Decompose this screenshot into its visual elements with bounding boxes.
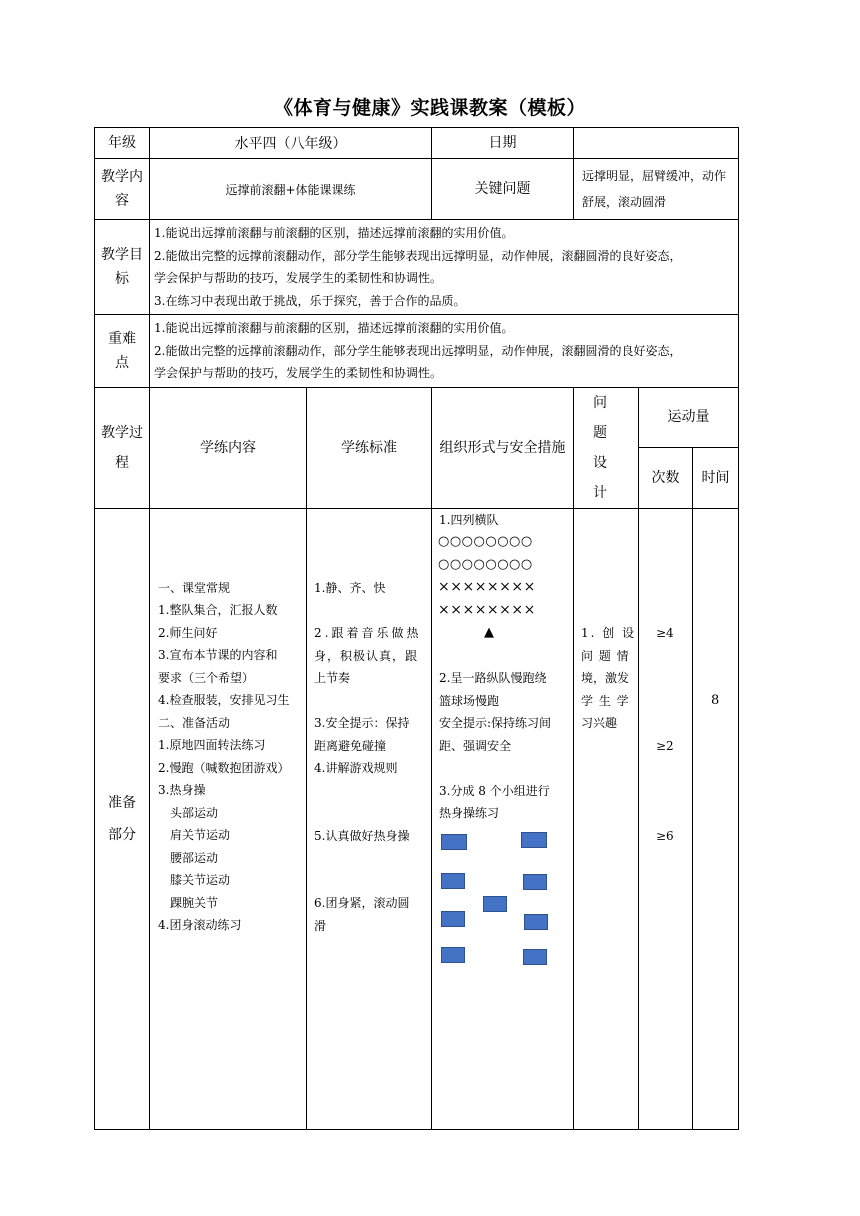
prep-content-list — [158, 577, 289, 937]
teacher-marker-icon: ▲ — [484, 624, 494, 640]
content-line: 要求（三个希望） — [158, 670, 255, 685]
org-step2-line: 篮球场慢跑 — [439, 693, 500, 708]
key-problem-label: 关键问题 — [432, 159, 574, 220]
question-col-header: 问题设计 — [574, 387, 639, 508]
load-col-header: 运动量 — [639, 387, 739, 448]
content-line: 腰部运动 — [170, 850, 219, 865]
group-square-icon — [441, 911, 465, 927]
process-header-row — [95, 387, 739, 448]
prep-question-cell — [574, 508, 639, 1129]
content-line: 踝腕关节 — [170, 895, 219, 910]
goal-line: 2.能做出完整的远撑前滚翻动作，部分学生能够表现出远撑明显，动作伸展，滚翻圆滑的良好姿态， — [154, 248, 682, 263]
content-line: 膝关节运动 — [170, 873, 231, 887]
goals-row — [95, 220, 739, 315]
org-step1: 1.四列横队 — [439, 512, 499, 527]
standard-line: 上节奏 — [314, 670, 351, 685]
prep-org-cell — [432, 508, 574, 1129]
org-step2-line: 距、强调安全 — [439, 738, 512, 753]
content-line: 1.原地四面转法练习 — [158, 738, 266, 752]
keypoints-label: 重难点 — [95, 315, 150, 388]
key-problem-value: 远撑明显，屈臂缓冲，动作舒展，滚动圆滑 — [574, 159, 739, 220]
content-col-header: 学练内容 — [150, 387, 307, 508]
content-line: 3.宣布本节课的内容和 — [158, 648, 278, 662]
prep-time-cell — [693, 508, 739, 1129]
question-line: 境，激发 — [581, 670, 630, 685]
goal-line: 学会保护与帮助的技巧，发展学生的柔韧性和协调性。 — [154, 271, 443, 285]
org-step2-line: 2.呈一路纵队慢跑绕 — [439, 670, 547, 685]
standard-line: 4.讲解游戏规则 — [314, 760, 398, 775]
content-line: 二、准备活动 — [158, 715, 231, 730]
content-row — [95, 159, 739, 220]
standard-line: 6.团身紧，滚动圆 — [314, 895, 410, 910]
formation-row-crosses: ×××××××× — [438, 578, 536, 595]
content-line: 3.热身操 — [158, 783, 206, 797]
group-square-icon — [441, 947, 465, 963]
content-line: 2.师生问好 — [158, 625, 218, 640]
org-step2-line: 安全提示:保持练习间 — [439, 715, 552, 730]
standard-line: 3.安全提示：保持 — [314, 715, 410, 730]
grade-label: 年级 — [95, 128, 150, 159]
process-label: 教学过程 — [95, 387, 150, 508]
org-col-header: 组织形式与安全措施 — [432, 387, 574, 508]
date-value[interactable] — [574, 128, 739, 159]
goal-line: 1.能说出远撑前滚翻与前滚翻的区别，描述远撑前滚翻的实用价值。 — [154, 226, 514, 240]
keypoint-line: 2.能做出完整的远撑前滚翻动作，部分学生能够表现出远撑明显，动作伸展，滚翻圆滑的良好姿态， — [154, 343, 682, 358]
page-title: 《体育与健康》实践课教案（模板） — [273, 97, 586, 119]
content-label: 教学内容 — [95, 159, 150, 220]
group-square-icon — [523, 874, 547, 890]
goals-label: 教学目标 — [95, 220, 150, 315]
content-line: 1.整队集合，汇报人数 — [158, 603, 278, 617]
group-square-icon — [521, 832, 547, 848]
prep-count-cell — [639, 508, 693, 1129]
standard-line: 身，积极认真，跟 — [314, 648, 419, 663]
question-line: 习兴趣 — [581, 715, 618, 730]
content-line: 肩关节运动 — [170, 828, 231, 842]
standard-line: 5.认真做好热身操 — [314, 828, 410, 843]
content-line: 4.团身滚动练习 — [158, 918, 242, 932]
content-line: 2.慢跑（喊数抱团游戏） — [158, 760, 290, 775]
prep-content-cell — [150, 508, 307, 1129]
group-square-icon — [524, 914, 548, 930]
standard-line: 距离避免碰撞 — [314, 738, 387, 753]
group-square-icon — [523, 949, 547, 965]
question-line: 1. 创 设 — [581, 625, 637, 640]
count-value: ≥6 — [656, 828, 674, 843]
goals-content — [150, 220, 739, 315]
keypoints-row — [95, 315, 739, 388]
grade-value: 水平四（八年级） — [150, 128, 432, 159]
group-square-icon — [441, 873, 465, 889]
group-square-icon — [441, 834, 467, 850]
keypoint-line: 1.能说出远撑前滚翻与前滚翻的区别，描述远撑前滚翻的实用价值。 — [154, 321, 514, 335]
formation-row-circles: ○○○○○○○○ — [438, 533, 533, 549]
question-line: 问 题 情 — [581, 648, 630, 663]
prep-row — [95, 508, 739, 1129]
duration-col-header: 时间 — [693, 448, 739, 509]
time-value: 8 — [711, 692, 720, 708]
count-value: ≥4 — [656, 625, 674, 640]
formation-row-circles: ○○○○○○○○ — [438, 556, 533, 572]
org-step3-line: 3.分成 8 个小组进行 — [439, 783, 550, 798]
lesson-plan-table — [94, 127, 739, 1130]
standard-col-header: 学练标准 — [307, 387, 432, 508]
standard-line: 滑 — [314, 918, 327, 933]
group-square-icon — [483, 896, 507, 912]
date-label: 日期 — [432, 128, 574, 159]
keypoints-content — [150, 315, 739, 388]
prep-standard-cell — [307, 508, 432, 1129]
formation-row-crosses: ×××××××× — [438, 601, 536, 618]
content-line: 一、课堂常规 — [158, 580, 231, 595]
keypoint-line: 学会保护与帮助的技巧，发展学生的柔韧性和协调性。 — [154, 366, 443, 380]
org-step3-line: 热身操练习 — [439, 805, 500, 820]
content-line: 头部运动 — [170, 805, 219, 820]
standard-line: 1.静、齐、快 — [314, 580, 386, 595]
question-line: 学 生 学 — [581, 693, 630, 708]
content-line: 4.检查服装，安排见习生 — [158, 693, 290, 707]
grade-row — [95, 128, 739, 159]
standard-line: 2.跟着音乐做热 — [314, 625, 422, 640]
times-col-header: 次数 — [639, 448, 693, 509]
goal-line: 3.在练习中表现出敢于挑战，乐于探究，善于合作的品质。 — [154, 293, 466, 308]
prep-label: 准备部分 — [95, 508, 150, 1129]
count-value: ≥2 — [656, 738, 674, 753]
content-value: 远撑前滚翻+体能课课练 — [150, 159, 432, 220]
